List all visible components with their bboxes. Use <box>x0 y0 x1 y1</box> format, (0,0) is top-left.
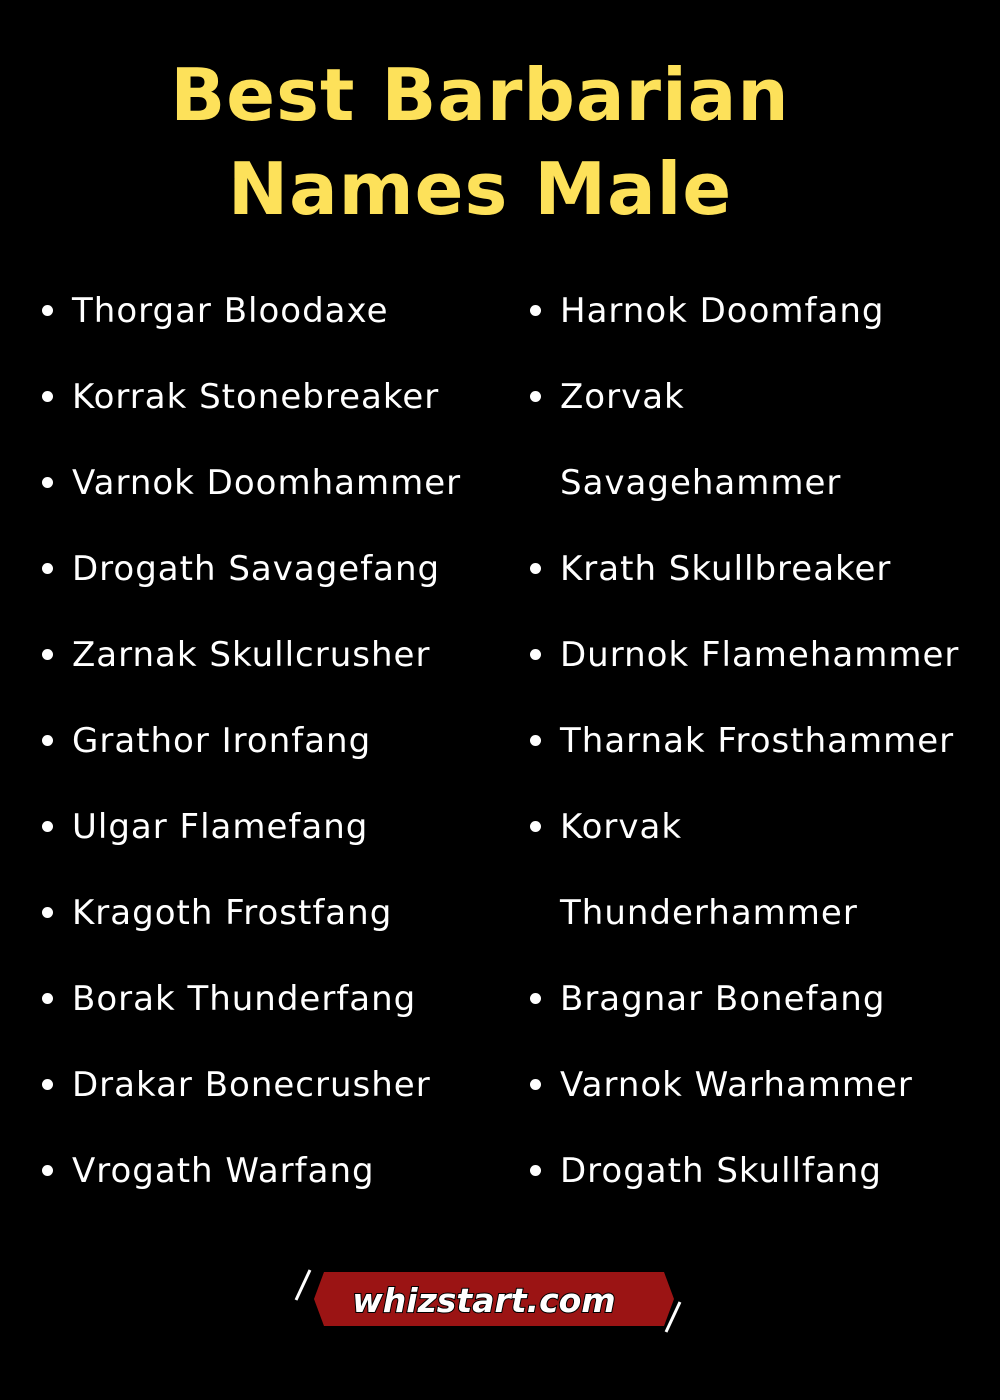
name-text: Ulgar Flamefang <box>72 807 369 847</box>
list-item <box>528 956 988 1042</box>
list-item <box>528 698 988 784</box>
list-item <box>528 354 860 526</box>
bullet-icon <box>42 1079 53 1090</box>
bullet-icon <box>530 305 541 316</box>
list-item <box>528 268 988 354</box>
name-text: Thorgar Bloodaxe <box>72 291 389 331</box>
name-text: Zorvak Savagehammer <box>560 377 842 503</box>
title-line-2: Names Male <box>227 147 733 231</box>
list-item <box>40 1042 510 1128</box>
bullet-icon <box>42 477 53 488</box>
list-item <box>40 698 510 784</box>
bullet-icon <box>42 649 53 660</box>
name-text: Varnok Warhammer <box>560 1065 913 1105</box>
name-text: Durnok Flamehammer <box>560 635 960 675</box>
list-item <box>40 612 510 698</box>
bullet-icon <box>530 1165 541 1176</box>
names-list-right <box>528 268 988 1214</box>
name-text: Borak Thunderfang <box>72 979 417 1019</box>
list-item <box>528 784 880 956</box>
name-text: Vrogath Warfang <box>72 1151 375 1191</box>
bullet-icon <box>42 907 53 918</box>
name-text: Zarnak Skullcrusher <box>72 635 431 675</box>
site-banner <box>288 1266 688 1336</box>
site-url: whizstart.com <box>352 1281 616 1320</box>
name-text: Bragnar Bonefang <box>560 979 886 1019</box>
list-item <box>40 956 510 1042</box>
list-item <box>40 526 510 612</box>
bullet-icon <box>42 563 53 574</box>
list-item <box>40 440 510 526</box>
list-item <box>40 1128 510 1214</box>
list-item <box>528 612 988 698</box>
name-text: Kragoth Frostfang <box>72 893 393 933</box>
names-list-left <box>40 268 510 1214</box>
name-text: Drogath Savagefang <box>72 549 441 589</box>
list-item <box>40 870 510 956</box>
bullet-icon <box>530 563 541 574</box>
name-text: Tharnak Frosthammer <box>560 721 955 761</box>
title-line-1: Best Barbarian <box>170 53 790 137</box>
list-item <box>528 1128 988 1214</box>
bullet-icon <box>530 649 541 660</box>
list-item <box>528 1042 988 1128</box>
bullet-icon <box>530 735 541 746</box>
list-item <box>40 268 510 354</box>
name-text: Grathor Ironfang <box>72 721 372 761</box>
bullet-icon <box>42 993 53 1004</box>
name-text: Krath Skullbreaker <box>560 549 892 589</box>
bullet-icon <box>42 1165 53 1176</box>
name-text: Korrak Stonebreaker <box>72 377 440 417</box>
name-text: Korvak Thunderhammer <box>560 807 858 933</box>
bullet-icon <box>42 735 53 746</box>
list-item <box>40 354 510 440</box>
list-item <box>40 784 510 870</box>
bullet-icon <box>42 391 53 402</box>
bullet-icon <box>42 305 53 316</box>
bullet-icon <box>530 821 541 832</box>
name-text: Harnok Doomfang <box>560 291 885 331</box>
list-item <box>528 526 988 612</box>
bullet-icon <box>530 993 541 1004</box>
name-text: Drakar Bonecrusher <box>72 1065 431 1105</box>
bullet-icon <box>530 391 541 402</box>
name-text: Varnok Doomhammer <box>72 463 462 503</box>
bullet-icon <box>42 821 53 832</box>
name-text: Drogath Skullfang <box>560 1151 882 1191</box>
bullet-icon <box>530 1079 541 1090</box>
page-title <box>0 48 960 236</box>
